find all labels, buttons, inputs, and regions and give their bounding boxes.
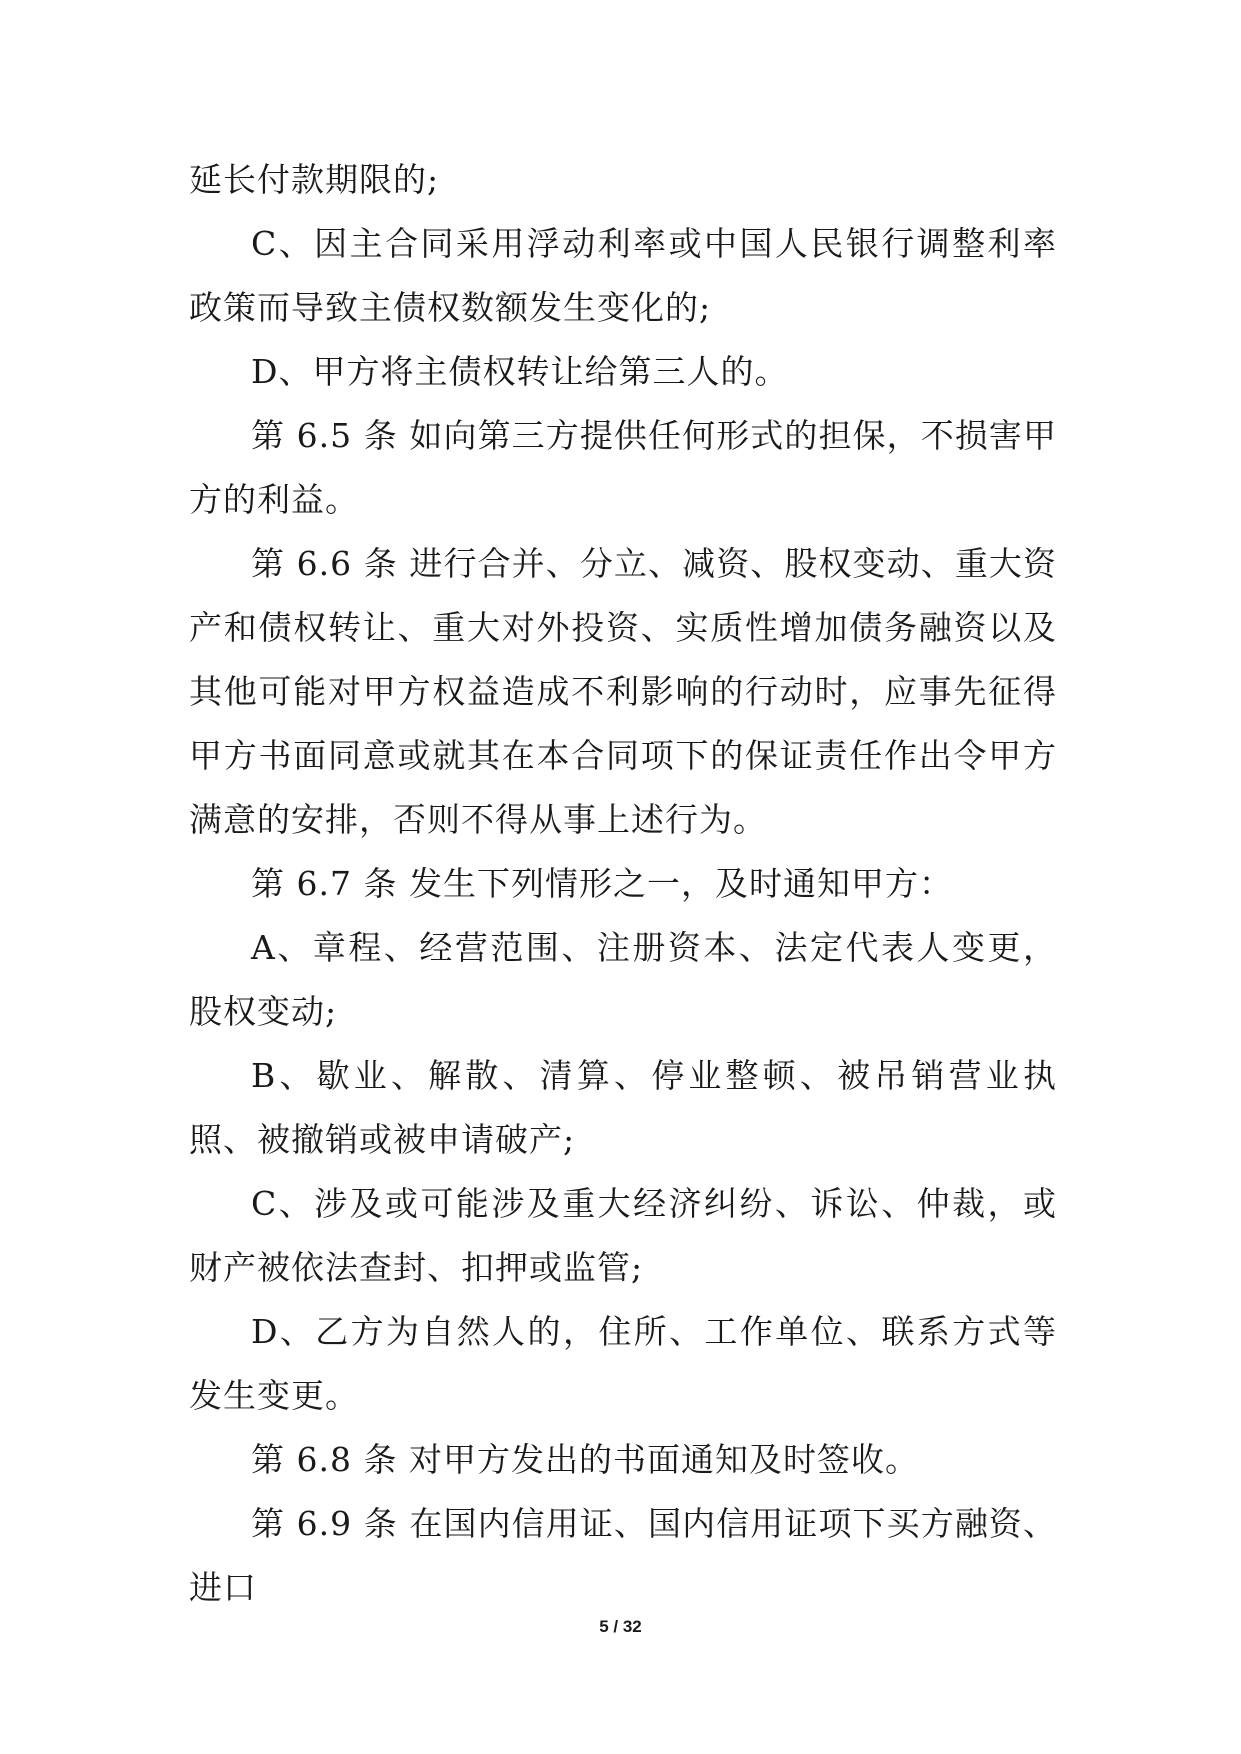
page-number: 5 / 32 [599, 1617, 642, 1636]
paragraph: 第 6.7 条 发生下列情形之一，及时通知甲方： [251, 864, 953, 903]
paragraph: 第 6.9 条 在国内信用证、国内信用证项下买方融资、进口 [189, 1504, 1057, 1607]
paragraph: D、甲方将主债权转让给第三人的。 [251, 352, 789, 391]
paragraph: 延长付款期限的; [189, 160, 440, 199]
paragraph: C、因主合同采用浮动利率或中国人民银行调整利率政策而导致主债权数额发生变化的; [189, 224, 1057, 327]
paragraph: 第 6.6 条 进行合并、分立、减资、股权变动、重大资产和债权转让、重大对外投资、实质性增加债务融资以及其他可能对甲方权益造成不利影响的行动时，应事先征得甲方书面同意或就其在本合同项下的保证责任作出令甲方满意的安排，否则不得从事上述行为。 [189, 544, 1057, 839]
paragraph: A、章程、经营范围、注册资本、法定代表人变更，股权变动; [189, 928, 1057, 1031]
paragraph: 第 6.8 条 对甲方发出的书面通知及时签收。 [251, 1440, 919, 1479]
document-body [189, 148, 1057, 1620]
paragraph: B、歇业、解散、清算、停业整顿、被吊销营业执照、被撤销或被申请破产; [189, 1056, 1057, 1159]
paragraph: D、乙方为自然人的，住所、工作单位、联系方式等发生变更。 [189, 1312, 1057, 1415]
paragraph: 第 6.5 条 如向第三方提供任何形式的担保，不损害甲方的利益。 [189, 416, 1057, 519]
paragraph: C、涉及或可能涉及重大经济纠纷、诉讼、仲裁，或财产被依法查封、扣押或监管; [189, 1184, 1057, 1287]
